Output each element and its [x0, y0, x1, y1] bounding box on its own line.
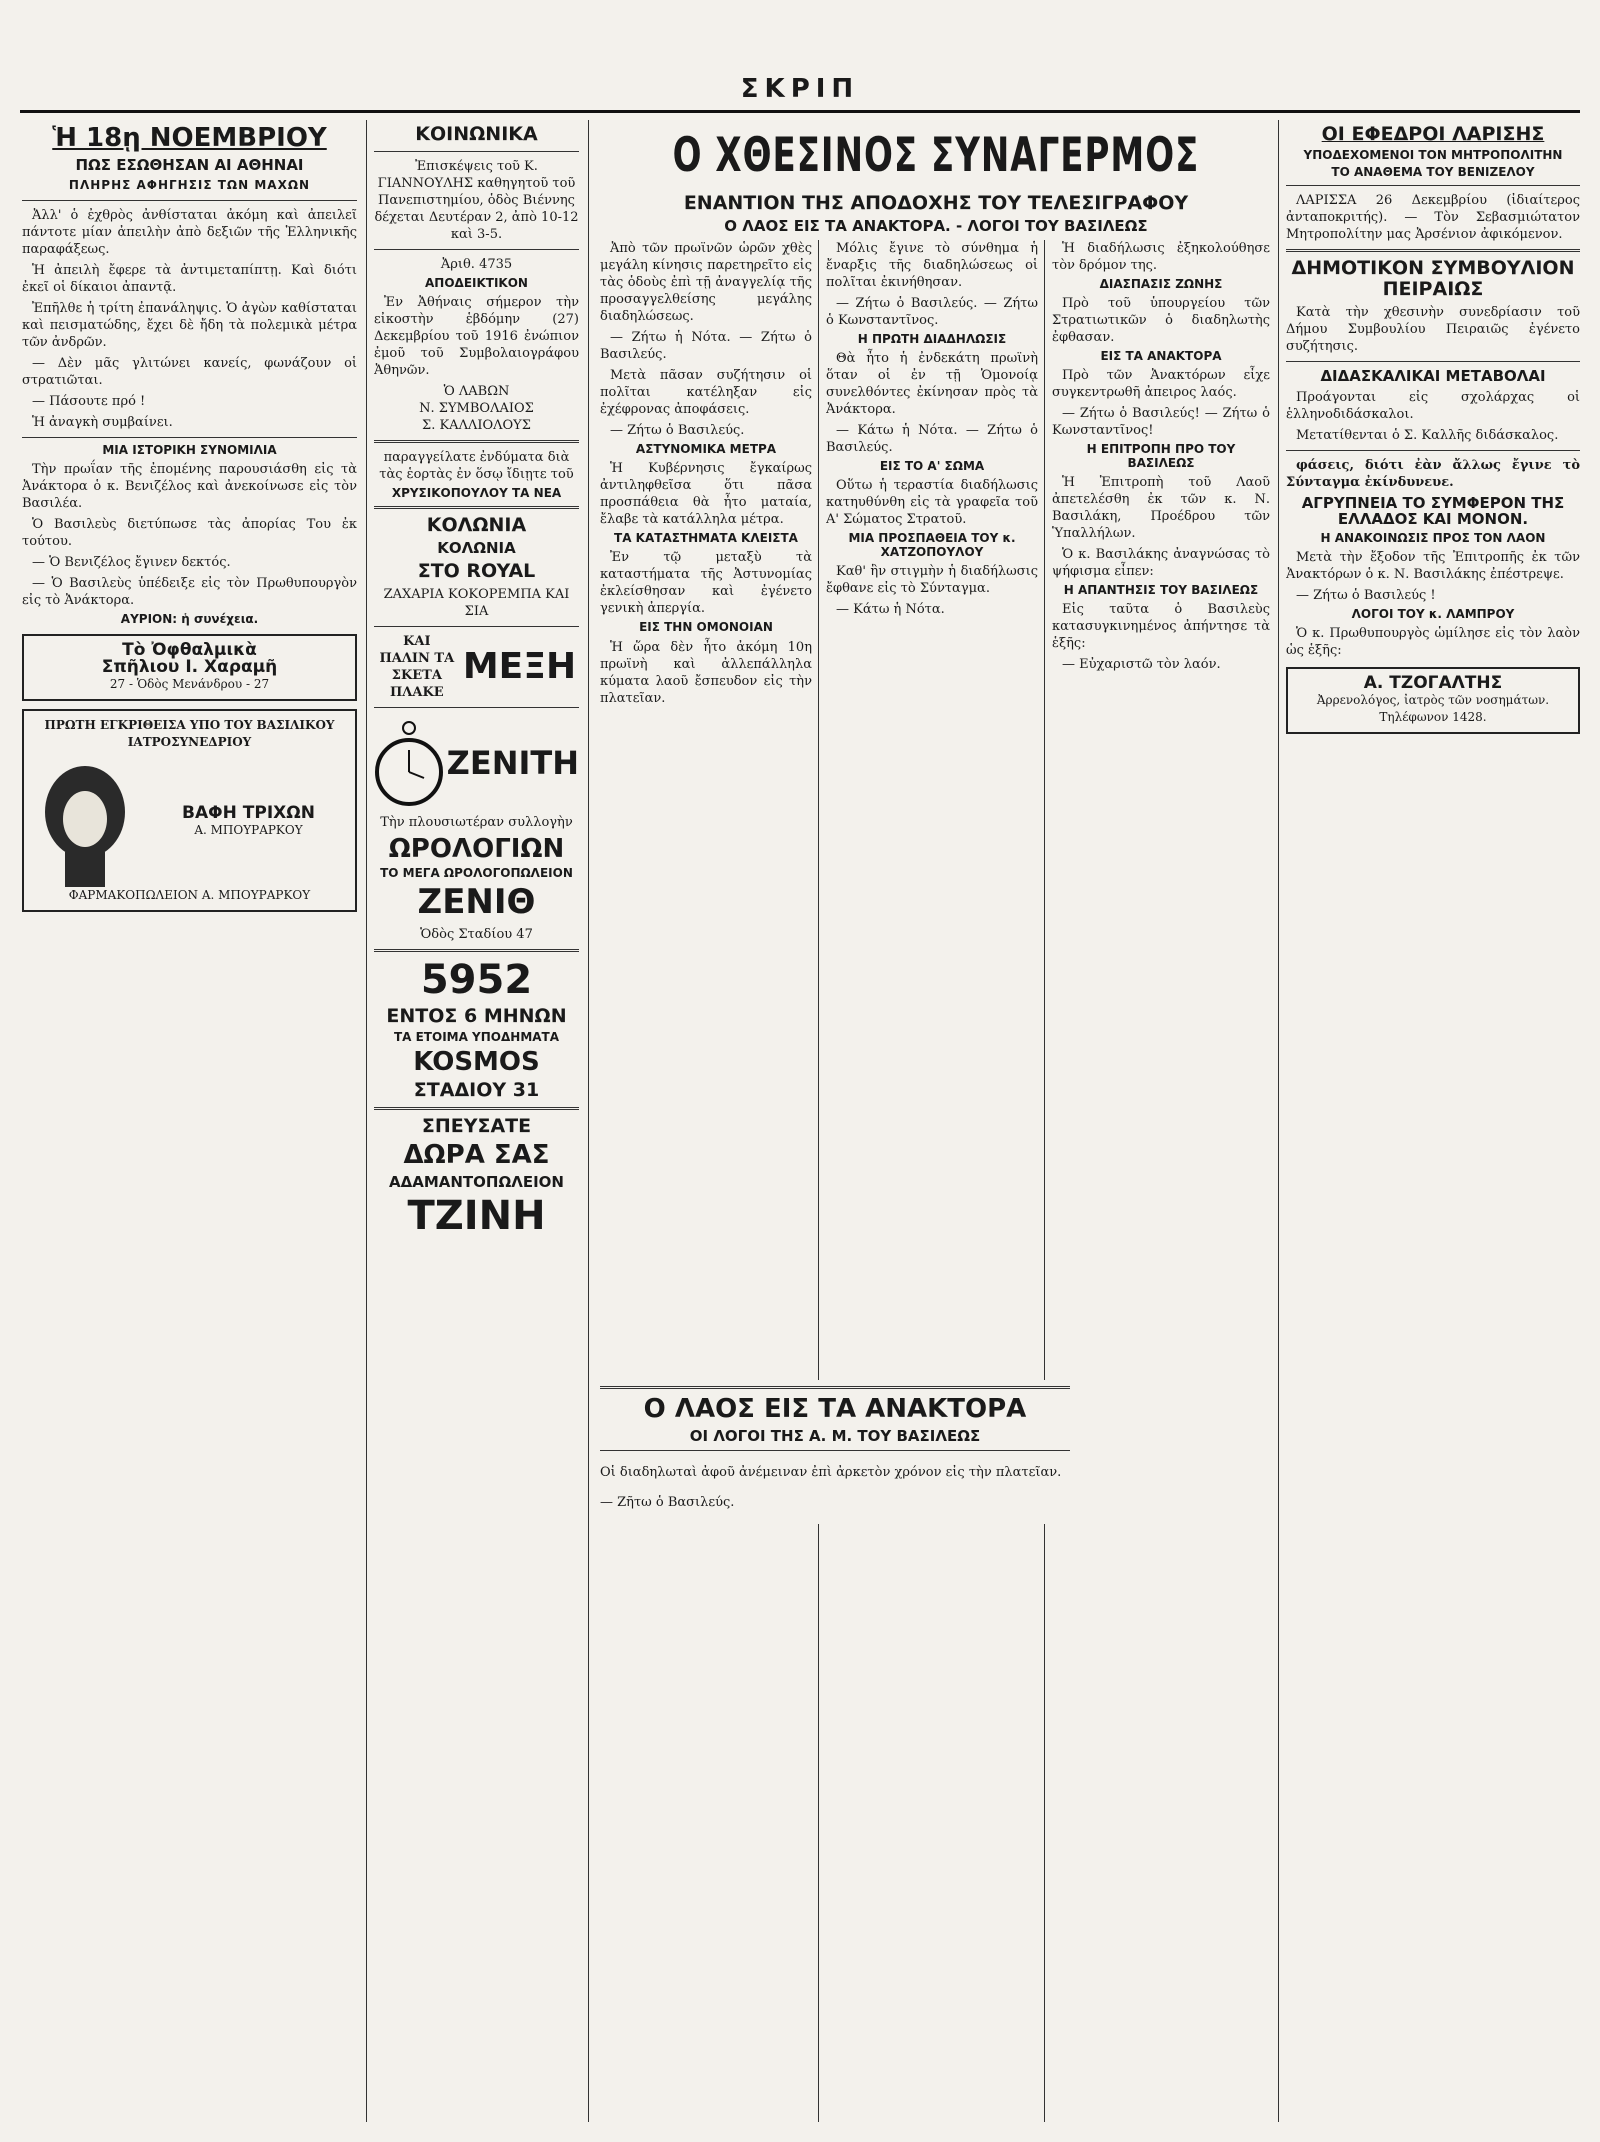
divider [374, 949, 579, 952]
paragraph: — Κάτω ἡ Νότα. — Ζήτω ὁ Βασιλεύς. [826, 423, 1038, 456]
paragraph: — Ζήτω ὁ Βασιλεύς. — Ζήτω ὁ Κωνσταντῖνος. [826, 296, 1038, 328]
paragraph: Ἡ ἀναγκὴ συμβαίνει. [32, 415, 173, 431]
paragraph: Ἐπῆλθε ἡ τρίτη ἐπανάληψις. Ὁ ἀγὼν καθίσταται καὶ πεισματώδης, ἔχει δὲ ἤδη τὰ πολεμικὰ μέτρα τῶν ἀνδρῶν. [22, 301, 357, 351]
paragraph: — Ζήτω ἡ Νότα. — Ζήτω ὁ Βασιλεύς. [600, 330, 812, 362]
divider [22, 437, 357, 438]
meksi-pre: ΚΑΙ ΠΑΛΙΝ ΤΑ ΣΚΕΤΑ ΠΛΑΚΕ [379, 633, 455, 700]
divider [374, 1107, 579, 1110]
royal-ad: ΣΤΟ ROYAL [417, 559, 536, 582]
divider [1286, 450, 1580, 451]
promo-name: ΧΡΥΣΙΚΟΠΟΥΛΟΥ ΤΑ ΝΕΑ [391, 486, 562, 501]
divider [374, 151, 579, 152]
divider [22, 200, 357, 201]
meksi-ad: ΜΕΞΗ [462, 645, 577, 687]
zenith-sub: Τὴν πλουσιωτέραν συλλογὴν [380, 814, 573, 830]
notice-number: Ἀριθ. 4735 [440, 256, 513, 272]
main-headline: Ο ΧΘΕΣΙΝΟΣ ΣΥΝΑΓΕΡΜΟΣ [672, 127, 1200, 184]
suits-ad: ΤΑ ΕΤΟΙΜΑ ΥΠΟΔΗΜΑΤΑ [393, 1029, 560, 1044]
royal-sub: ΖΑΧΑΡΙΑ ΚΟΚΟΡΕΜΠΑ ΚΑΙ ΣΙΑ [383, 586, 570, 619]
divider [1286, 249, 1580, 252]
paper-name: ΣΚΡΙΠ [740, 74, 860, 104]
ad-address: 27 - Ὁδὸς Μενάνδρου - 27 [109, 677, 270, 692]
paragraph: Μετατίθενται ὁ Σ. Καλλῆς διδάσκαλος. [1296, 427, 1559, 443]
shop-ad: ΑΔΑΜΑΝΤΟΠΩΛΕΙΟΝ [389, 1172, 564, 1191]
column-4 [826, 240, 1038, 2122]
paragraph: Μετὰ πᾶσαν συζήτησιν οἱ πολῖται κατέληξαν εἰς ἐχέφρονας ἀποφάσεις. [600, 368, 812, 417]
stadiou-ad: ΣΤΑΔΙΟΥ 31 [413, 1079, 540, 1102]
column-6-subhead: ΥΠΟΔΕΧΟΜΕΝΟΙ ΤΟΝ ΜΗΤΡΟΠΟΛΙΤΗΝ [1303, 147, 1563, 162]
second-headline: Ο ΛΑΟΣ ΕΙΣ ΤΑ ΑΝΑΚΤΟΡΑ [643, 1394, 1027, 1424]
section-heading: ΕΙΣ ΤΟ Α' ΣΩΜΑ [879, 459, 985, 474]
section-heading: Η ΠΡΩΤΗ ΔΙΑΔΗΛΩΣΙΣ [857, 332, 1007, 346]
main-subhead: ΕΝΑΝΤΙΟΝ ΤΗΣ ΑΠΟΔΟΧΗΣ ΤΟΥ ΤΕΛΕΣΙΓΡΑΦΟΥ [683, 192, 1189, 215]
section-heading: Η ΕΠΙΤΡΟΠΗ ΠΡΟ ΤΟΥ ΒΑΣΙΛΕΩΣ [1086, 442, 1236, 470]
paragraph: Οἱ διαδηλωταὶ ἀφοῦ ἀνέμειναν ἐπὶ ἀρκετὸν χρόνον εἰς τὴν πλατεῖαν. [600, 1465, 1062, 1481]
column-1-subhead: ΠΩΣ ΕΣΩΘΗΣΑΝ ΑΙ ΑΘΗΝΑΙ [75, 155, 304, 174]
paragraph: Ὁ κ. Βασιλάκης ἀναγνώσας τὸ ψήφισμα εἶπεν: [1052, 546, 1270, 579]
tomorrow-note: ΑΥΡΙΟΝ: ἡ συνέχεια. [120, 612, 259, 627]
paragraph: Ὁ κ. Πρωθυπουργὸς ὡμίλησε εἰς τὸν λαὸν ὡς ἑξῆς: [1286, 625, 1580, 658]
promo-text: παραγγείλατε ἐνδύματα διὰ τὰς ἑορτὰς ἐν ὅσῳ ἴδιῃτε τοῦ [379, 450, 574, 483]
ad-title: ΠΡΩΤΗ ΕΓΚΡΙΘΕΙΣΑ ΥΠΟ ΤΟΥ ΒΑΣΙΛΙΚΟΥ ΙΑΤΡΟΣΥΝΕΔΡΙΟΥ [44, 718, 335, 750]
paragraph: — Ζήτω ὁ Βασιλεύς. [610, 423, 745, 438]
ad-title: Τὸ Ὀφθαλμικὰ [122, 640, 257, 661]
paragraph: Κατὰ τὴν χθεσινὴν συνεδρίασιν τοῦ Δήμου Συμβουλίου Πειραιῶς ἐγένετο συζήτησις. [1286, 305, 1580, 355]
column-1-headline: Ἡ 18ῃ ΝΟΕΜΒΡΙΟΥ [52, 123, 327, 153]
paragraph: Ἡ ἀπειλὴ ἔφερε τὰ ἀντιμεταπίπτῃ. Καὶ διότι ἐκεῖ οἱ δίκαιοι ἀπαντᾷ. [22, 263, 357, 296]
paragraph: Ἡ διαδήλωσις ἐξηκολούθησε τὸν δρόμον της. [1052, 241, 1270, 273]
section-heading: ΤΑ ΚΑΤΑΣΤΗΜΑΤΑ ΚΛΕΙΣΤΑ [614, 531, 798, 546]
column-rule [1278, 120, 1279, 2122]
number-ad: 5952 [420, 956, 533, 1003]
ad-footer: ΦΑΡΜΑΚΟΠΩΛΕΙΟΝ Α. ΜΠΟΥΡΑΡΚΟΥ [68, 888, 311, 903]
ad-maker: Α. ΜΠΟΥΡΑΡΚΟΥ [194, 823, 303, 838]
column-5 [1052, 240, 1270, 2122]
paragraph: Ἡ Κυβέρνησις ἔγκαίρως ἀντιληφθεῖσα ὅτι πᾶσα προσπάθεια θὰ ἦτο ματαία, ἔλαβε τὰ κατάλληλα μέτρα. [600, 461, 812, 528]
number-sub: ΕΝΤΟΣ 6 ΜΗΝΩΝ [386, 1004, 567, 1027]
masthead-rule [20, 110, 1580, 113]
notice-title: ΑΠΟΔΕΙΚΤΙΚΟΝ [425, 275, 528, 290]
column-rule [588, 120, 589, 2122]
woman-portrait-icon [30, 757, 140, 887]
cologne-ad: ΚΟΛΩΝΙΑ [437, 539, 516, 558]
column-6 [1286, 120, 1580, 2122]
paragraph: Καθ' ἣν στιγμὴν ἡ διαδήλωσις ἔφθανε εἰς τὸ Σύνταγμα. [826, 563, 1038, 596]
tzini-ad: ΤΖΙΝΗ [407, 1193, 546, 1240]
divider [374, 506, 579, 509]
gifts-ad: ΔΩΡΑ ΣΑΣ [403, 1140, 550, 1171]
kosmos-ad: KOSMOS [413, 1046, 540, 1077]
divider [600, 1386, 1070, 1389]
paragraph: Θὰ ἦτο ἡ ἐνδεκάτη πρωϊνὴ ὅταν οἱ ἐν τῇ Ὁμονοίᾳ συνελθόντες ἐκίνησαν πρὸς τὰ Ἀνάκτορα. [826, 351, 1038, 418]
paragraph: — Ὁ Βενιζέλος ἔγινεν δεκτός. [32, 555, 231, 571]
column-rule [818, 240, 819, 2122]
paragraph: Ἡ Ἐπιτροπὴ τοῦ Λαοῦ ἀπετελέσθη ἐκ τῶν κ. Ν. Βασιλάκη, Προέδρου τῶν Ὑπαλλήλων. [1052, 474, 1270, 541]
hair-dye-ad [22, 709, 357, 912]
eye-clinic-ad [22, 634, 357, 701]
divider [1286, 185, 1580, 186]
ad-product: ΒΑΦΗ ΤΡΙΧΩΝ [182, 803, 315, 824]
paragraph: — Ζήτω ὁ Βασιλεύς! — Ζήτω ὁ Κωνσταντῖνος! [1052, 406, 1270, 439]
divider [600, 1450, 1070, 1451]
ad-text: Ἀρρενολόγος, ἰατρὸς τῶν νοσημάτων. Τηλέφωνον 1428. [1316, 692, 1550, 724]
paragraph: φάσεις, διότι ἐὰν ἄλλως ἔγινε τὸ Σύνταγμα ἐκίνδυνευε. [1286, 457, 1580, 490]
paragraph: — Εὐχαριστῶ τὸν λαόν. [1062, 656, 1221, 672]
paragraph: Ἐπισκέψεις τοῦ Κ. ΓΙΑΝΝΟΥΛΗΣ καθηγητοῦ τοῦ Πανεπιστημίου, ὁδὸς Βιέννης δέχεται Δευτέραν 2, ἀπὸ 10-12 καὶ 3-5. [374, 158, 579, 242]
paragraph: — Ὁ Βασιλεὺς ὑπέδειξε εἰς τὸν Πρωθυπουργὸν εἰς τὸ Ἀνάκτορα. [22, 576, 357, 609]
divider [374, 707, 579, 708]
section-heading: Η ΑΝΑΚΟΙΝΩΣΙΣ ΠΡΟΣ ΤΟΝ ΛΑΟΝ [1320, 530, 1546, 545]
cologne-ad: ΚΟΛΩΝΙΑ [426, 514, 527, 537]
main-headline-block [596, 120, 1276, 239]
paragraph: — Ζῆτω ὁ Βασιλεύς. [600, 1495, 735, 1511]
paragraph: Μετὰ τὴν ἔξοδον τῆς Ἐπιτροπῆς ἐκ τῶν Ἀνακτόρων ὁ κ. Ν. Βασιλάκης ἐπέστρεψε. [1286, 549, 1580, 582]
paragraph: Μόλις ἔγινε τὸ σύνθημα ἡ ἔναρξις τῆς διαδηλώσεως οἱ πολῖται ἐκινήθησαν. [826, 241, 1038, 290]
zenith-ad: ZENITH [446, 743, 579, 782]
notice-signature: Ὁ ΛΑΒΩΝ [443, 384, 510, 400]
second-subhead: ΟΙ ΛΟΓΟΙ ΤΗΣ Α. Μ. ΤΟΥ ΒΑΣΙΛΕΩΣ [689, 1426, 981, 1445]
paragraph: Ὁ Βασιλεὺς διετύπωσε τὰς ἀπορίας Του ἐκ τούτου. [22, 517, 357, 550]
paragraph: Ἐν τῷ μεταξὺ τὰ καταστήματα τῆς Ἀστυνομίας ἐκλείσθησαν καὶ ἐγένετο γενικὴ ἀπεργία. [600, 550, 812, 617]
section-heading: ΔΙΔΑΣΚΑΛΙΚΑΙ ΜΕΤΑΒΟΛΑΙ [1320, 367, 1546, 386]
column-6-subhead2: ΤΟ ΑΝΑΘΕΜΑ ΤΟΥ ΒΕΝΙΖΕΛΟΥ [1331, 165, 1535, 180]
paragraph: Πρὸ τοῦ ὑπουργείου τῶν Στρατιωτικῶν ὁ διαδηλωτὴς ἐφθασαν. [1052, 296, 1270, 346]
doctor-ad [1286, 667, 1580, 734]
column-1 [22, 120, 357, 2122]
section-heading: ΔΗΜΟΤΙΚΟΝ ΣΥΜΒΟΥΛΙΟΝ ΠΕΙΡΑΙΩΣ [1291, 257, 1575, 301]
column-rule [1044, 240, 1045, 2122]
column-2 [374, 120, 579, 2122]
zenith-shop: ΤΟ ΜΕΓΑ ΩΡΟΛΟΓΟΠΩΛΕΙΟΝ [380, 866, 573, 881]
paragraph: Προάγονται εἰς σχολάρχας οἱ ἑλληνοδιδάσκαλοι. [1286, 389, 1580, 422]
main-subhead2: Ο ΛΑΟΣ ΕΙΣ ΤΑ ΑΝΑΚΤΟΡΑ. - ΛΟΓΟΙ ΤΟΥ ΒΑΣΙΛΕΩΣ [724, 217, 1148, 236]
divider [1286, 361, 1580, 362]
section-heading: ΕΙΣ ΤΗΝ ΟΜΟΝΟΙΑΝ [639, 620, 773, 635]
paragraph: Ἀλλ' ὁ ἐχθρὸς ἀνθίσταται ἀκόμη καὶ ἀπειλεῖ πάντοτε μίαν ἀπειλὴν ἀπὸ δεξιῶν τῆς Ἑλληνικῆς παραφάξεως. [22, 208, 357, 258]
section-heading: ΜΙΑ ΙΣΤΟΡΙΚΗ ΣΥΝΟΜΙΛΙΑ [102, 443, 277, 458]
section-heading: Η ΑΠΑΝΤΗΣΙΣ ΤΟΥ ΒΑΣΙΛΕΩΣ [1063, 582, 1259, 597]
paragraph: Πρὸ τῶν Ἀνακτόρων εἶχε συγκεντρωθῆ ἀπειρος λαός. [1052, 368, 1270, 401]
divider [374, 249, 579, 250]
paragraph: Εἰς ταῦτα ὁ Βασιλεὺς κατασυγκινημένος ἀπήντησε τὰ ἑξῆς: [1052, 601, 1270, 651]
paragraph: — Κάτω ἡ Νότα. [836, 601, 945, 617]
social-header: ΚΟΙΝΩΝΙΚΑ [415, 123, 538, 145]
section-heading: ΑΓΡΥΠΝΕΙΑ ΤΟ ΣΥΜΦΕΡΟΝ ΤΗΣ ΕΛΛΑΔΟΣ ΚΑΙ ΜΟΝΟΝ. [1301, 493, 1565, 529]
zenith-big: ΖΕΝΙΘ [417, 882, 536, 923]
paragraph: ΛΑΡΙΣΣΑ 26 Δεκεμβρίου (ἰδιαίτερος ἀνταποκριτής). — Τὸν Σεβασμιώτατον Μητροπολίτην μας Ἀρσένιον ἀφικόμενον. [1286, 193, 1580, 243]
section-heading: ΜΙΑ ΠΡΟΣΠΑΘΕΙΑ ΤΟΥ κ. ΧΑΤΖΟΠΟΥΛΟΥ [848, 531, 1016, 559]
paragraph: — Πάσουτε πρό ! [32, 394, 146, 410]
paragraph: Ἐν Ἀθήναις σήμερον τὴν εἰκοστὴν ἑβδόμην (27) Δεκεμβρίου τοῦ 1916 ἐνώπιον ἐμοῦ τοῦ Συμβολαιογράφου Ἀθηνῶν. [374, 295, 579, 379]
section-heading: ΛΟΓΟΙ ΤΟΥ κ. ΛΑΜΠΡΟΥ [1351, 606, 1515, 621]
notice-signature: Σ. ΚΑΛΛΙΟΛΟΥΣ [422, 418, 531, 434]
paragraph: — Ζήτω ὁ Βασιλεύς ! [1296, 587, 1436, 603]
column-1-subhead2: ΠΛΗΡΗΣ ΑΦΗΓΗΣΙΣ ΤΩΝ ΜΑΧΩΝ [68, 178, 311, 193]
section-heading: ΔΙΑΣΠΑΣΙΣ ΖΩΝΗΣ [1099, 277, 1223, 291]
paragraph: Οὕτω ἡ τεραστία διαδήλωσις κατηυθύνθη εἰς τὰ γραφεῖα τοῦ Α' Σώματος Στρατοῦ. [826, 478, 1038, 528]
ad-name: Α. ΤΖΟΓΑΛΤΗΣ [1363, 672, 1503, 693]
zenith-mid: ΩΡΟΛΟΓΙΩΝ [388, 833, 565, 864]
hurry-ad: ΣΠΕΥΣΑΤΕ [421, 1115, 532, 1138]
section-heading: ΕΙΣ ΤΑ ΑΝΑΚΤΟΡΑ [1100, 349, 1222, 364]
section-heading: ΑΣΤΥΝΟΜΙΚΑ ΜΕΤΡΑ [635, 442, 777, 456]
column-3 [600, 240, 812, 2122]
paragraph: Ἡ ὥρα δὲν ἦτο ἀκόμη 10η πρωϊνὴ καὶ ἀλλεπάλληλα κύματα λαοῦ ἔσπευδον εἰς τὴν πλατεῖαν. [600, 639, 812, 706]
zenith-address: Ὁδὸς Σταδίου 47 [420, 926, 533, 942]
divider [374, 440, 579, 443]
divider [374, 626, 579, 627]
pocket-watch-icon [374, 714, 443, 814]
ad-name: Σπῆλιου Ι. Χαραμῆ [101, 657, 278, 678]
column-6-headline: ΟΙ ΕΦΕΔΡΟΙ ΛΑΡΙΣΗΣ [1321, 123, 1545, 145]
paragraph: Ἀπὸ τῶν πρωϊνῶν ὡρῶν χθὲς μεγάλη κίνησις παρετηρεῖτο εἰς τὰς ὁδοὺς ἐπὶ τῇ ἀναγγελίᾳ τῆς προσαγγελθείσης μεγάλης διαδηλώσεως. [600, 241, 812, 324]
notice-signature: Ν. ΣΥΜΒΟΛΑΙΟΣ [419, 401, 534, 417]
paragraph: — Δὲν μᾶς γλιτώνει κανείς, φωνάζουν οἱ στρατιῶται. [22, 356, 357, 389]
column-rule [366, 120, 367, 2122]
second-headline-block [600, 1380, 1070, 1524]
masthead [0, 70, 1600, 110]
paragraph: Τὴν πρωΐαν τῆς ἐπομένης παρουσιάσθη εἰς τὰ Ἀνάκτορα ὁ κ. Βενιζέλος καὶ ἀνεκοίνωσε εἰς τὸν Βασιλέα. [22, 462, 357, 512]
